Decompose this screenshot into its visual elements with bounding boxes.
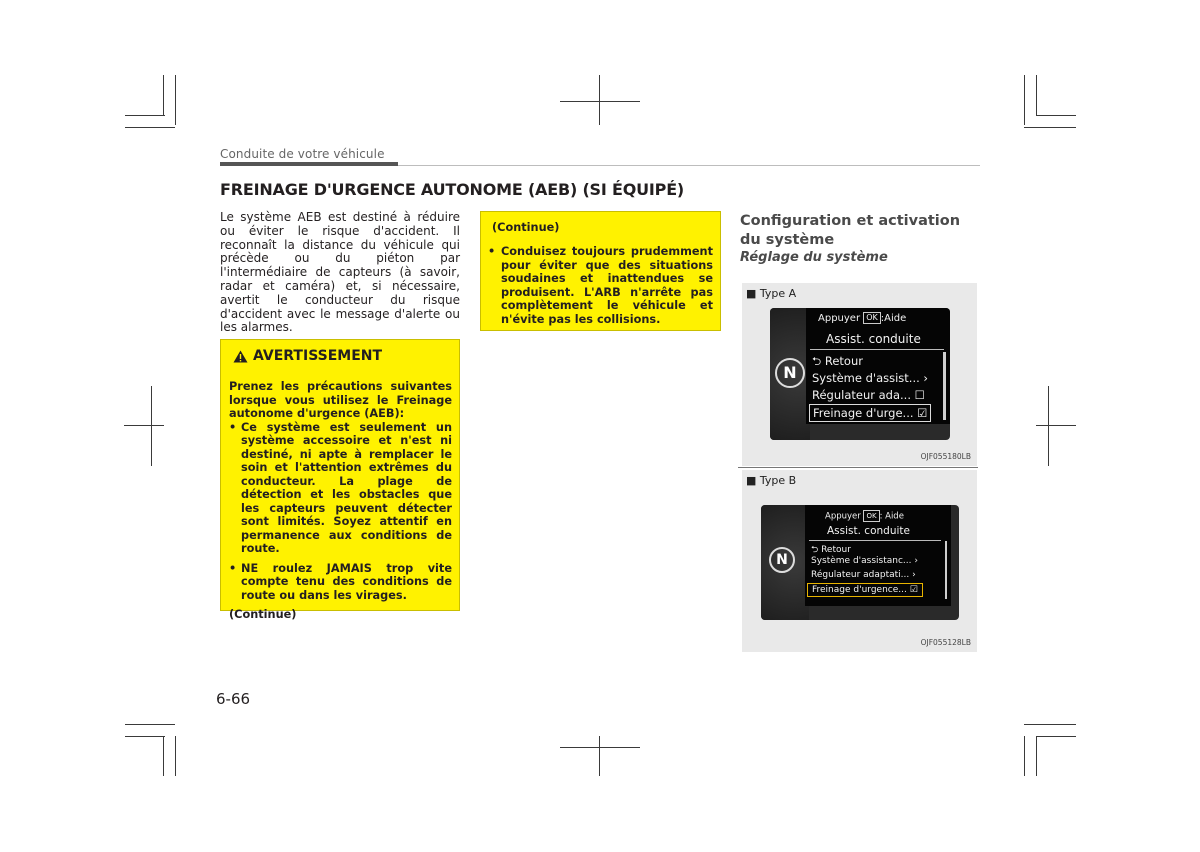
crop-mark	[163, 736, 164, 776]
cluster-screen	[761, 505, 959, 620]
crop-mark	[1036, 736, 1076, 737]
ok-key-icon: OK	[863, 312, 881, 324]
section-subheading: Réglage du système	[740, 250, 888, 265]
crop-mark	[1024, 736, 1025, 776]
crop-mark	[1024, 724, 1076, 725]
crop-mark	[560, 747, 640, 748]
figure-type-a	[742, 283, 977, 466]
crop-mark	[1048, 386, 1049, 466]
warning-title-text: AVERTISSEMENT	[253, 348, 383, 364]
menu-row: Régulateur ada... ☐	[812, 388, 925, 402]
crop-mark	[560, 101, 640, 102]
crop-mark	[124, 425, 164, 426]
page-number: 6-66	[216, 690, 251, 708]
crop-mark	[125, 127, 175, 128]
help-hint: Appuyer OK : Aide	[825, 511, 904, 522]
warning-item: • Ce système est seulement un système accessoire et n'est ni destiné, ni apte à remplacer le soin et l'attention extrêmes du conducteur. La plage de détection et les obstacles que les capteurs peuvent détecter sont limités. Soyez attentif en permanence aux conditions de route.	[229, 421, 452, 556]
crop-mark	[125, 736, 165, 737]
menu-row: Système d'assistanc... ›	[811, 556, 918, 566]
menu-row-selected: Freinage d'urgence... ☑	[807, 583, 923, 597]
menu-title: Assist. conduite	[827, 525, 910, 537]
menu-row: Régulateur adaptati... ›	[811, 570, 916, 580]
crop-mark	[175, 736, 176, 776]
figure-label: ■ Type B	[746, 474, 797, 487]
warning-lead: Prenez les précautions suivantes lorsque vous utilisez le Freinage autonome d'urgence (AEB):	[229, 380, 452, 420]
menu-panel	[806, 308, 950, 424]
header-rule-thick	[220, 162, 398, 166]
section-label: Conduite de votre véhicule	[220, 147, 385, 161]
figure-label: ■ Type A	[746, 287, 797, 300]
help-hint: Appuyer OK :Aide	[818, 313, 907, 324]
crop-mark	[175, 75, 176, 125]
menu-title: Assist. conduite	[826, 332, 921, 346]
crop-mark	[125, 724, 175, 725]
crop-mark	[1036, 425, 1076, 426]
figure-code: OJF055128LB	[920, 638, 971, 647]
warning-body	[229, 380, 452, 622]
warning-title	[233, 348, 382, 364]
menu-row: Système d'assist... ›	[812, 371, 929, 385]
menu-row: ⮌ Retour	[812, 354, 863, 368]
continued-warning-box	[480, 211, 721, 331]
menu-row-selected: Freinage d'urge... ☑	[809, 404, 931, 422]
warning-triangle-icon	[233, 350, 248, 363]
menu-panel	[805, 505, 951, 606]
continued-head: (Continue)	[492, 221, 560, 234]
intro-paragraph: Le système AEB est destiné à réduire ou éviter le risque d'accident. Il reconnaît la distance du véhicule qui précède ou du piéton par l'intermédiaire de capteurs (à savoir, radar et caméra) et, si nécessaire, avertit le conducteur du risque d'accident avec le message d'alerte ou les alarmes.	[220, 210, 460, 335]
scrollbar	[945, 541, 947, 599]
page-title: FREINAGE D'URGENCE AUTONOME (AEB) (SI ÉQUIPÉ)	[220, 180, 685, 199]
continued-item: • Conduisez toujours prudemment pour éviter que des situations soudaines et inattendues se produisent. L'ARB n'arrête pas complètement le véhicule et n'évite pas les collisions.	[488, 245, 713, 326]
scrollbar	[943, 352, 946, 420]
warning-list	[229, 421, 452, 603]
cluster-screen	[770, 308, 950, 440]
gear-indicator: N	[769, 547, 795, 573]
crop-mark	[1024, 75, 1025, 125]
gear-indicator: N	[775, 358, 805, 388]
crop-mark	[599, 75, 600, 125]
crop-mark	[125, 115, 165, 116]
menu-row: ⮌ Retour	[811, 545, 851, 555]
continued-list	[488, 245, 713, 326]
warning-box	[220, 339, 460, 621]
figure-type-b	[742, 470, 977, 652]
crop-mark	[163, 75, 164, 115]
crop-mark	[1036, 115, 1076, 116]
crop-mark	[1024, 127, 1076, 128]
crop-mark	[1036, 75, 1037, 115]
figure-separator	[738, 467, 978, 468]
section-heading: Configuration et activation du système	[740, 213, 961, 248]
warning-continue-label: (Continue)	[229, 608, 297, 621]
header-rule-thin	[398, 165, 980, 166]
crop-mark	[151, 386, 152, 466]
ok-key-icon: OK	[863, 510, 879, 522]
warning-item: • NE roulez JAMAIS trop vite compte tenu des conditions de route ou dans les virages.	[229, 562, 452, 603]
crop-mark	[599, 736, 600, 776]
crop-mark	[1036, 736, 1037, 776]
figure-code: OJF055180LB	[920, 452, 971, 461]
